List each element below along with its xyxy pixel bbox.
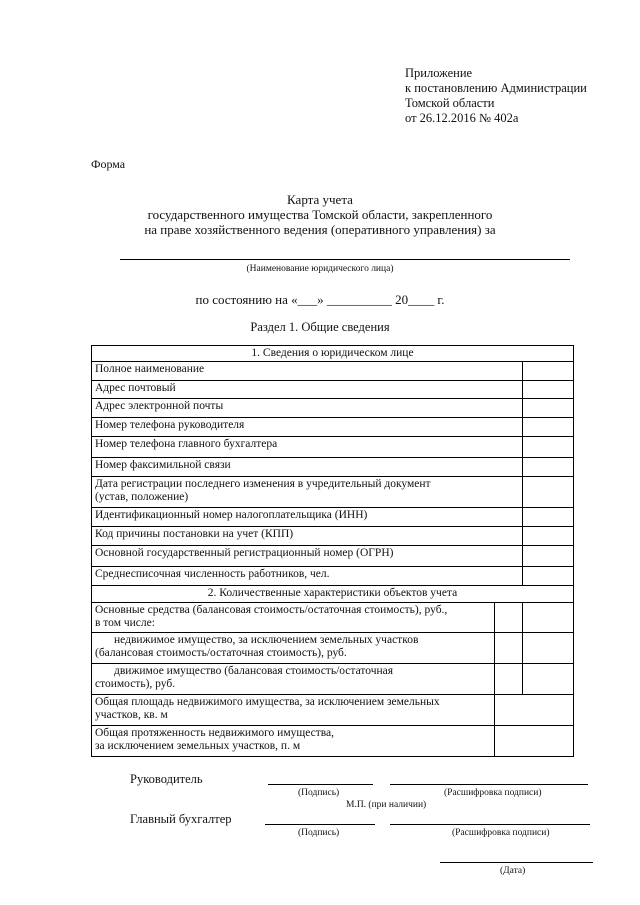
table-section-header bbox=[92, 346, 574, 362]
resolution-date: от 26.12.2016 № 402а bbox=[405, 111, 519, 125]
section-title: Раздел 1. Общие сведения bbox=[250, 320, 390, 334]
row-label-line: в том числе: bbox=[95, 617, 155, 629]
row-label bbox=[92, 695, 495, 726]
chief-accountant-label: Главный бухгалтер bbox=[130, 812, 232, 826]
accountant-decoding-line[interactable] bbox=[390, 824, 590, 825]
head-decoding-caption: (Расшифровка подписи) bbox=[444, 788, 542, 798]
row-label bbox=[92, 664, 495, 695]
row-label-line: стоимость), руб. bbox=[95, 678, 176, 690]
table-row bbox=[92, 633, 574, 664]
section-1-header: 1. Сведения о юридическом лице bbox=[92, 346, 574, 362]
accountant-signature-caption: (Подпись) bbox=[298, 828, 340, 838]
table-row bbox=[92, 546, 574, 567]
table-row bbox=[92, 603, 574, 633]
row-label: Полное наименование bbox=[92, 362, 523, 381]
row-label-line: Общая площадь недвижимого имущества, за исключением земельных bbox=[95, 696, 440, 708]
head-decoding-line[interactable] bbox=[390, 784, 588, 785]
table-row bbox=[92, 477, 574, 508]
value-cell[interactable] bbox=[523, 508, 574, 527]
row-label-line: (устав, положение) bbox=[95, 491, 189, 503]
balance-value-cell[interactable] bbox=[495, 633, 523, 664]
table-row bbox=[92, 381, 574, 399]
row-label: Номер телефона руководителя bbox=[92, 418, 523, 437]
general-info-table bbox=[91, 345, 574, 757]
title-line-2: государственного имущества Томской области, закрепленного bbox=[147, 207, 493, 222]
row-label: Основной государственный регистрационный номер (ОГРН) bbox=[92, 546, 523, 567]
row-label-line: за исключением земельных участков, п. м bbox=[95, 740, 301, 752]
table-row bbox=[92, 695, 574, 726]
row-label: Номер телефона главного бухгалтера bbox=[92, 437, 523, 458]
row-label bbox=[92, 726, 495, 757]
residual-value-cell[interactable] bbox=[523, 633, 574, 664]
value-cell[interactable] bbox=[495, 695, 574, 726]
table-row bbox=[92, 508, 574, 527]
value-cell[interactable] bbox=[523, 437, 574, 458]
table-section-header bbox=[92, 586, 574, 603]
table-row bbox=[92, 437, 574, 458]
form-label: Форма bbox=[91, 157, 126, 171]
title-line-3: на праве хозяйственного ведения (оперативного управления) за bbox=[144, 222, 496, 237]
table-row bbox=[92, 664, 574, 695]
value-cell[interactable] bbox=[495, 726, 574, 757]
table-row bbox=[92, 362, 574, 381]
row-label: Адрес почтовый bbox=[92, 381, 523, 399]
row-label bbox=[92, 477, 523, 508]
table-row bbox=[92, 418, 574, 437]
date-caption: (Дата) bbox=[500, 866, 526, 876]
head-signature-caption: (Подпись) bbox=[298, 788, 340, 798]
head-signature-line[interactable] bbox=[268, 784, 373, 785]
row-label: Адрес электронной почты bbox=[92, 399, 523, 418]
row-label-line: недвижимое имущество, за исключением земельных участков bbox=[114, 634, 419, 646]
accountant-signature-line[interactable] bbox=[265, 824, 375, 825]
row-label: Код причины постановки на учет (КПП) bbox=[92, 527, 523, 546]
residual-value-cell[interactable] bbox=[523, 664, 574, 695]
table-row bbox=[92, 527, 574, 546]
row-label bbox=[92, 603, 495, 633]
table-row bbox=[92, 458, 574, 477]
row-label: Номер факсимильной связи bbox=[92, 458, 523, 477]
region-name: Томской области bbox=[405, 96, 495, 110]
table-row bbox=[92, 726, 574, 757]
section-2-header: 2. Количественные характеристики объектов учета bbox=[92, 586, 574, 603]
value-cell[interactable] bbox=[523, 458, 574, 477]
value-cell[interactable] bbox=[523, 381, 574, 399]
value-cell[interactable] bbox=[523, 418, 574, 437]
value-cell[interactable] bbox=[523, 477, 574, 508]
row-label-line: Общая протяженность недвижимого имущества, bbox=[95, 727, 334, 739]
balance-value-cell[interactable] bbox=[495, 603, 523, 633]
residual-value-cell[interactable] bbox=[523, 603, 574, 633]
value-cell[interactable] bbox=[523, 567, 574, 586]
value-cell[interactable] bbox=[523, 362, 574, 381]
as-of-date: по состоянию на «___» __________ 20____ г. bbox=[195, 292, 445, 307]
title-line-1: Карта учета bbox=[287, 192, 353, 207]
value-cell[interactable] bbox=[523, 527, 574, 546]
row-label-line: (балансовая стоимость/остаточная стоимость), руб. bbox=[95, 647, 347, 659]
row-label bbox=[92, 633, 495, 664]
table-row bbox=[92, 567, 574, 586]
row-label-line: Дата регистрации последнего изменения в учредительный документ bbox=[95, 478, 431, 490]
resolution-ref: к постановлению Администрации bbox=[405, 81, 587, 95]
stamp-caption: М.П. (при наличии) bbox=[346, 800, 427, 810]
accountant-decoding-caption: (Расшифровка подписи) bbox=[452, 828, 550, 838]
value-cell[interactable] bbox=[523, 399, 574, 418]
head-label: Руководитель bbox=[130, 772, 203, 786]
date-line[interactable] bbox=[440, 862, 593, 863]
row-label-line: движимое имущество (балансовая стоимость/остаточная bbox=[114, 665, 394, 677]
row-label: Среднесписочная численность работников, чел. bbox=[92, 567, 523, 586]
row-label-line: участков, кв. м bbox=[95, 709, 168, 721]
value-cell[interactable] bbox=[523, 546, 574, 567]
table-row bbox=[92, 399, 574, 418]
appendix-label: Приложение bbox=[405, 66, 473, 80]
balance-value-cell[interactable] bbox=[495, 664, 523, 695]
row-label: Идентификационный номер налогоплательщика (ИНН) bbox=[92, 508, 523, 527]
entity-name-caption: (Наименование юридического лица) bbox=[246, 264, 394, 274]
entity-name-line[interactable] bbox=[120, 259, 570, 260]
row-label-line: Основные средства (балансовая стоимость/остаточная стоимость), руб., bbox=[95, 604, 448, 616]
